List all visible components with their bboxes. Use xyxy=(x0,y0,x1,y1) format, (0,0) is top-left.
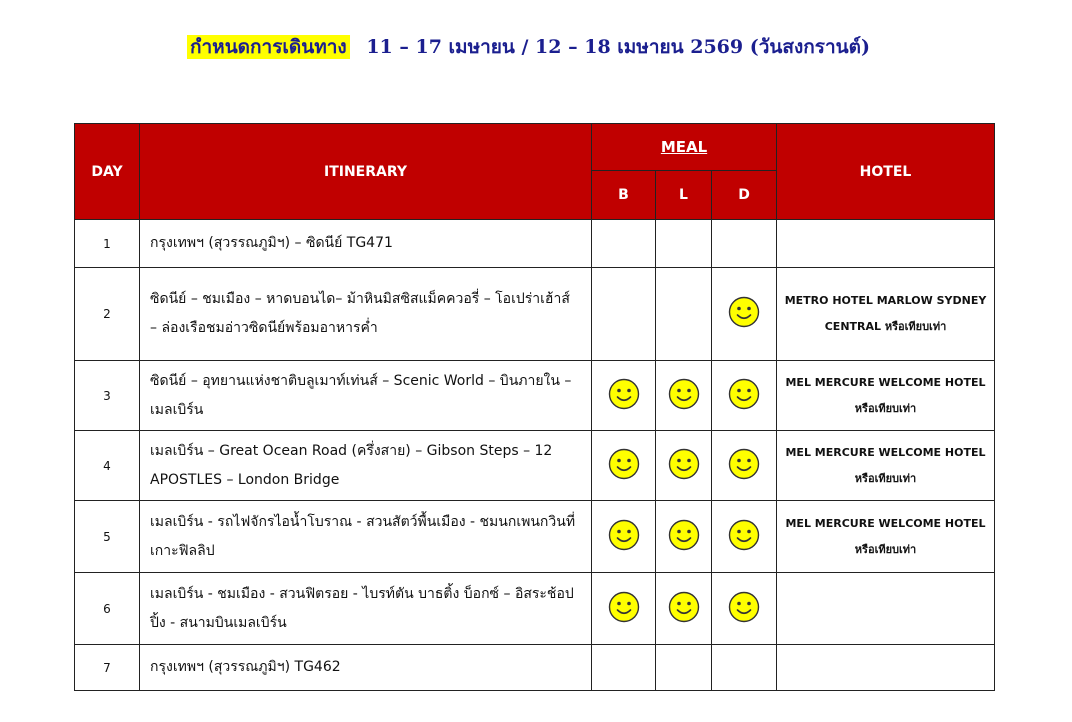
smiley-face-icon xyxy=(668,519,700,555)
itinerary-text: กรุงเทพฯ (สุวรรณภูมิฯ) – ซิดนีย์ TG471 xyxy=(140,220,592,268)
smiley-face-icon xyxy=(608,591,640,627)
itinerary-text: ซิดนีย์ – ชมเมือง – หาดบอนได– ม้าหินมิสซิสแม็คควอรี่ – โอเปร่าเฮ้าส์ – ล่องเรือชมอ่าวซิดนีย์พร้อมอาหารค่ำ xyxy=(140,268,592,361)
hotel-name: METRO HOTEL MARLOW SYDNEY CENTRAL หรือเทียบเท่า xyxy=(777,268,995,361)
table-row xyxy=(75,501,995,573)
itinerary-text: ซิดนีย์ – อุทยานแห่งชาติบลูเมาท์เท่นส์ – Scenic World – บินภายใน – เมลเบิร์น xyxy=(140,361,592,431)
column-header-day: DAY xyxy=(75,124,140,220)
column-header-hotel: HOTEL xyxy=(777,124,995,220)
column-header-itinerary: ITINERARY xyxy=(140,124,592,220)
meal-cell-dinner xyxy=(712,220,777,268)
meal-cell-lunch xyxy=(656,268,712,361)
table-row xyxy=(75,431,995,501)
meal-cell-lunch xyxy=(656,220,712,268)
itinerary-text: กรุงเทพฯ (สุวรรณภูมิฯ) TG462 xyxy=(140,645,592,691)
meal-cell-lunch xyxy=(656,501,712,573)
meal-cell-breakfast xyxy=(592,645,656,691)
smiley-face-icon xyxy=(728,591,760,627)
meal-cell-dinner xyxy=(712,361,777,431)
hotel-name: MEL MERCURE WELCOME HOTEL หรือเทียบเท่า xyxy=(777,361,995,431)
smiley-face-icon xyxy=(728,448,760,484)
meal-cell-lunch xyxy=(656,573,712,645)
meal-cell-lunch xyxy=(656,431,712,501)
hotel-name xyxy=(777,220,995,268)
meal-cell-lunch xyxy=(656,645,712,691)
itinerary-table xyxy=(74,123,995,691)
day-number: 7 xyxy=(75,645,140,691)
itinerary-rows xyxy=(75,220,995,691)
meal-cell-breakfast xyxy=(592,501,656,573)
title-highlight: กำหนดการเดินทาง xyxy=(187,35,350,59)
day-number: 3 xyxy=(75,361,140,431)
day-number: 1 xyxy=(75,220,140,268)
meal-cell-breakfast xyxy=(592,361,656,431)
meal-cell-breakfast xyxy=(592,268,656,361)
day-number: 2 xyxy=(75,268,140,361)
meal-cell-dinner xyxy=(712,573,777,645)
table-row xyxy=(75,268,995,361)
smiley-face-icon xyxy=(668,591,700,627)
meal-cell-breakfast xyxy=(592,573,656,645)
smiley-face-icon xyxy=(668,448,700,484)
travel-dates: 11 – 17 เมษายน / 12 – 18 เมษายน 2569 (วันสงกรานต์) xyxy=(366,36,870,58)
meal-cell-dinner xyxy=(712,501,777,573)
day-number: 4 xyxy=(75,431,140,501)
column-header-dinner: D xyxy=(712,171,777,220)
meal-label: MEAL xyxy=(660,138,708,156)
meal-cell-breakfast xyxy=(592,431,656,501)
hotel-name xyxy=(777,573,995,645)
smiley-face-icon xyxy=(608,519,640,555)
smiley-face-icon xyxy=(608,378,640,414)
column-header-meal xyxy=(592,124,777,171)
table-row xyxy=(75,220,995,268)
meal-cell-lunch xyxy=(656,361,712,431)
itinerary-text: เมลเบิร์น - รถไฟจักรไอน้ำโบราณ - สวนสัตว์พื้นเมือง - ชมนกเพนกวินที่เกาะฟิลลิป xyxy=(140,501,592,573)
smiley-face-icon xyxy=(668,378,700,414)
hotel-name: MEL MERCURE WELCOME HOTEL หรือเทียบเท่า xyxy=(777,501,995,573)
hotel-name: MEL MERCURE WELCOME HOTEL หรือเทียบเท่า xyxy=(777,431,995,501)
itinerary-text: เมลเบิร์น – Great Ocean Road (ครึ่งสาย) – Gibson Steps – 12 APOSTLES – London Bridge xyxy=(140,431,592,501)
meal-cell-dinner xyxy=(712,645,777,691)
itinerary-text: เมลเบิร์น - ชมเมือง - สวนฟิตรอย - ไบรท์ตัน บาธติ้ง บ็อกซ์ – อิสระช้อปปิ้ง - สนามบินเมลเบิร์น xyxy=(140,573,592,645)
column-header-breakfast: B xyxy=(592,171,656,220)
table-row xyxy=(75,573,995,645)
hotel-name xyxy=(777,645,995,691)
meal-cell-dinner xyxy=(712,268,777,361)
meal-cell-breakfast xyxy=(592,220,656,268)
smiley-face-icon xyxy=(728,378,760,414)
smiley-face-icon xyxy=(608,448,640,484)
smiley-face-icon xyxy=(728,296,760,332)
day-number: 5 xyxy=(75,501,140,573)
smiley-face-icon xyxy=(728,519,760,555)
day-number: 6 xyxy=(75,573,140,645)
table-row xyxy=(75,361,995,431)
column-header-lunch: L xyxy=(656,171,712,220)
meal-cell-dinner xyxy=(712,431,777,501)
page-title xyxy=(187,32,870,62)
table-row xyxy=(75,645,995,691)
